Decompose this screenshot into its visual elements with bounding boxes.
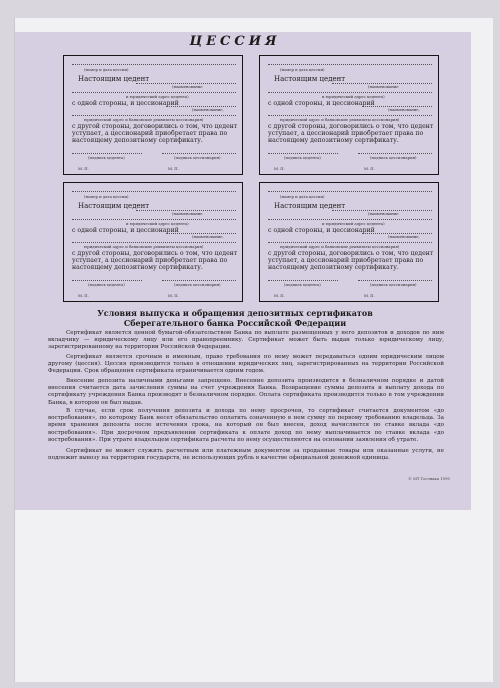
paragraph-3: Внесение депозита наличными деньгами запрещено. Внесение депозита производится в безналичном порядке и датой внесения считается дата зачисления суммы на счет учреждения Банка. Возвращение суммы депозита и выплату дохода по сертификату учреждения Банка производят в безналичном порядке. Оплата сертификата производится только в том учреждении Банка, в котором он был выдан. <box>48 378 444 406</box>
name-caption-2: (наименование, <box>388 107 420 112</box>
cession-form-3 <box>63 182 243 302</box>
body-line-2: уступает, а цессионарий приобретает права по <box>72 130 228 137</box>
cedent-address-caption: и юридический адрес цедента) <box>322 94 385 99</box>
sign-cedent-caption: (подпись цедента) <box>88 155 125 160</box>
cedent-label: Настоящим цедент <box>78 202 150 210</box>
sign-cedent-caption: (подпись цедента) <box>88 282 125 287</box>
name-caption-2: (наименование, <box>388 234 420 239</box>
document-title: ЦЕССИЯ <box>189 34 281 49</box>
party-text: с одной стороны, и цессионарий <box>72 227 179 234</box>
body-line-3: настоящему депозитному сертификату. <box>268 264 399 271</box>
sign-cessionary-caption: (подпись цессионария) <box>174 282 221 287</box>
body-line-2: уступает, а цессионарий приобретает права по <box>268 130 424 137</box>
sign-cedent-caption: (подпись цедента) <box>284 155 321 160</box>
stamp-place-cessionary: М. П. <box>364 166 375 171</box>
paragraph-5: Сертификат не может служить расчетным или платежным документом за проданные товары или оказанные услуги, не подлежит вывозу на территории государств, не использующих рубль в качестве официальной денежной единицы. <box>48 448 444 462</box>
date-caption: (номер и дата цессии) <box>280 194 325 199</box>
stamp-place-cedent: М. П. <box>78 293 89 298</box>
party-text: с одной стороны, и цессионарий <box>72 100 179 107</box>
date-caption: (номер и дата цессии) <box>280 67 325 72</box>
cessionary-address-caption: юридический адрес и банковские реквизиты цессионария) <box>280 244 400 249</box>
name-caption: (наименование <box>172 211 203 216</box>
cession-form-2 <box>259 55 439 175</box>
body-line-1: с другой стороны, договорились о том, что цедент <box>268 250 434 257</box>
cedent-label: Настоящим цедент <box>78 75 150 83</box>
name-caption: (наименование <box>368 84 399 89</box>
cessionary-address-caption: юридический адрес и банковские реквизиты цессионария) <box>280 117 400 122</box>
body-line-1: с другой стороны, договорились о том, что цедент <box>72 250 238 257</box>
stamp-place-cessionary: М. П. <box>364 293 375 298</box>
cedent-label: Настоящим цедент <box>274 202 346 210</box>
body-line-2: уступает, а цессионарий приобретает права по <box>268 257 424 264</box>
stamp-place-cedent: М. П. <box>78 166 89 171</box>
copyright-mark: © МТ Госзнака 1995 <box>408 476 450 481</box>
date-caption: (номер и дата цессии) <box>84 194 129 199</box>
party-text: с одной стороны, и цессионарий <box>268 100 375 107</box>
name-caption-2: (наименование, <box>192 107 224 112</box>
conditions-heading-2: Сберегательного банка Российской Федерации <box>123 318 347 328</box>
body-line-3: настоящему депозитному сертификату. <box>72 264 203 271</box>
cession-form-4 <box>259 182 439 302</box>
name-caption: (наименование <box>368 211 399 216</box>
stamp-place-cessionary: М. П. <box>168 293 179 298</box>
sign-cedent-caption: (подпись цедента) <box>284 282 321 287</box>
paragraph-4: В случае, если срок получения депозита и дохода по нему просрочен, то сертификат считается документом «до востребования», по которому Банк несет обязательство оплатить означенную в нем сумму по первому требованию владельца. За время хранения депозита после истечения срока, на который он был внесен, доход начисляется по ставке вклада «до востребования». При досрочном предъявлении сертификата к оплате доход по нему выплачивается по ставке вклада «до востребования». При утрате владельцем сертификата расчеты по нему осуществляются на основании заявления об утрате. <box>48 408 444 443</box>
cessionary-address-caption: юридический адрес и банковские реквизиты цессионария) <box>84 244 204 249</box>
sign-cessionary-caption: (подпись цессионария) <box>174 155 221 160</box>
paragraph-1: Сертификат является ценной бумагой-обязательством Банка по выплате размещенных у него депозитов и доходов по ним вкладчику — юридическому лицу или его правопреемнику. Сертификат может быть выдан только юридическому лицу, зарегистрированному на территории Российской Федерации. <box>48 330 444 351</box>
party-text: с одной стороны, и цессионарий <box>268 227 375 234</box>
cedent-address-caption: и юридический адрес цедента) <box>126 94 189 99</box>
stamp-place-cedent: М. П. <box>274 166 285 171</box>
conditions-heading-1: Условия выпуска и обращения депозитных сертификатов <box>97 308 373 318</box>
body-line-1: с другой стороны, договорились о том, что цедент <box>268 123 434 130</box>
date-caption: (номер и дата цессии) <box>84 67 129 72</box>
body-line-3: настоящему депозитному сертификату. <box>72 137 203 144</box>
cessionary-address-caption: юридический адрес и банковские реквизиты цессионария) <box>84 117 204 122</box>
cedent-address-caption: и юридический адрес цедента) <box>126 221 189 226</box>
stamp-place-cessionary: М. П. <box>168 166 179 171</box>
paragraph-2: Сертификат является срочным и именным, право требования по нему может передаваться одним юридическим лицом другому (цессия). Цессия производится только в отношении юридических лиц, зарегистрированных на территории Российской Федерации. Срок обращения сертификата ограничивается одним годом. <box>48 354 444 375</box>
stamp-place-cedent: М. П. <box>274 293 285 298</box>
sign-cessionary-caption: (подпись цессионария) <box>370 282 417 287</box>
cedent-address-caption: и юридический адрес цедента) <box>322 221 385 226</box>
name-caption-2: (наименование, <box>192 234 224 239</box>
body-line-2: уступает, а цессионарий приобретает права по <box>72 257 228 264</box>
cedent-label: Настоящим цедент <box>274 75 346 83</box>
name-caption: (наименование <box>172 84 203 89</box>
body-line-3: настоящему депозитному сертификату. <box>268 137 399 144</box>
body-line-1: с другой стороны, договорились о том, что цедент <box>72 123 238 130</box>
sign-cessionary-caption: (подпись цессионария) <box>370 155 417 160</box>
cession-form-1 <box>63 55 243 175</box>
